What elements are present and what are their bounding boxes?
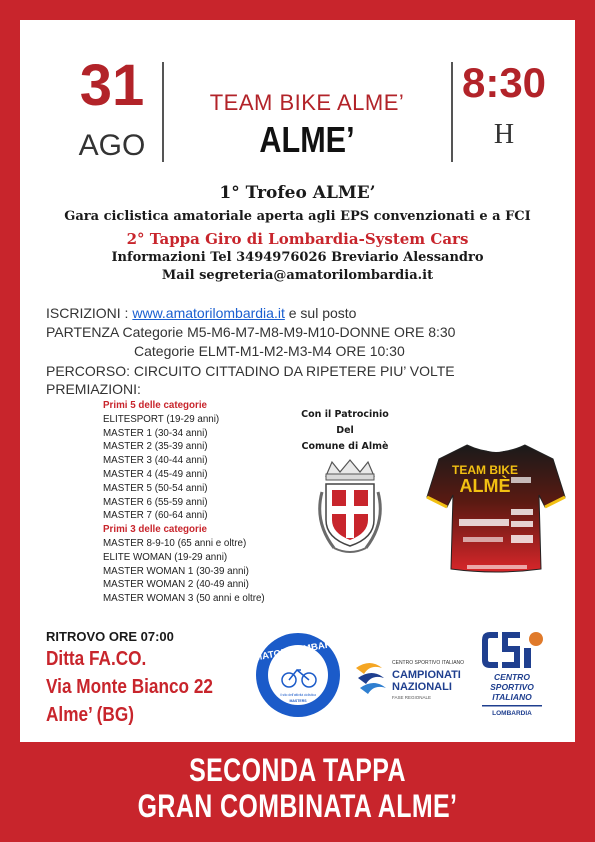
- list-item: MASTER 1 (30-34 anni): [103, 427, 208, 439]
- registration-label: ISCRIZIONI :: [46, 305, 129, 321]
- csi-logo-line3: ITALIANO: [492, 692, 532, 702]
- prizes-list: [103, 399, 303, 606]
- list-item: ELITE WOMAN (19-29 anni): [103, 551, 228, 563]
- meeting-time: RITROVO ORE 07:00: [46, 629, 174, 644]
- patronage-text: [288, 407, 402, 455]
- divider-left: [162, 62, 164, 162]
- event-month: AGO: [78, 129, 146, 162]
- patronage-line3: Comune di Almè: [301, 441, 389, 452]
- event-day: 31: [79, 53, 145, 118]
- start-line-1: PARTENZA Categorie M5-M6-M7-M8-M9-M10-DONNE ORE 8:30: [46, 324, 456, 340]
- csi-logo-line4: LOMBARDIA: [492, 710, 532, 717]
- town-title: ALME’: [259, 119, 355, 160]
- csi-lombardia-logo: [476, 630, 548, 720]
- list-item: MASTER 6 (55-59 anni): [103, 496, 208, 508]
- list-item: MASTER WOMAN 2 (40-49 anni): [103, 579, 249, 591]
- trophy-title: 1° Trofeo ALME’: [219, 183, 376, 203]
- amatori-logo-sub: il sito dell'attività ciclistica: [280, 693, 316, 697]
- start-line-2: Categorie ELMT-M1-M2-M3-M4 ORE 10:30: [134, 343, 405, 359]
- patronage-line1: Con il Patrocinio: [301, 409, 389, 420]
- registration-line: [46, 304, 356, 322]
- jersey-line2: ALMÈ: [459, 476, 511, 496]
- frame-right: [575, 0, 595, 842]
- meeting-city: Alme’ (BG): [46, 704, 134, 726]
- footer-line1: SECONDA TAPPA: [189, 752, 406, 788]
- race-description: Gara ciclistica amatoriale aperta agli EPS convenzionati e a FCI: [64, 209, 531, 224]
- frame-left: [0, 0, 20, 842]
- csi-logo-line1: CENTRO: [494, 672, 530, 682]
- frame-top: [0, 0, 595, 20]
- event-time: 8:30: [461, 59, 547, 106]
- meeting-company: Ditta FA.CO.: [46, 648, 147, 670]
- coat-of-arms-icon: [312, 458, 388, 560]
- footer-line2: GRAN COMBINATA ALME’: [137, 788, 458, 824]
- campionati-logo-sub: FASE REGIONALE: [392, 695, 432, 700]
- campionati-logo-line1: CAMPIONATI: [392, 669, 461, 681]
- team-jersey-image: [427, 437, 565, 575]
- divider-right: [451, 62, 453, 162]
- registration-link[interactable]: www.amatorilombardia.it: [132, 305, 285, 321]
- contact-mail: Mail segreteria@amatorilombardia.it: [161, 268, 434, 283]
- list-item: MASTER 5 (50-54 anni): [103, 482, 208, 494]
- amatori-logo-tag: MASTERS: [289, 699, 307, 703]
- list-item: MASTER 4 (45-49 anni): [103, 468, 208, 480]
- patronage-line2: Del: [336, 425, 354, 436]
- list-item: ELITESPORT (19-29 anni): [103, 413, 220, 425]
- footer-title: [65, 752, 529, 824]
- campionati-logo-top: CENTRO SPORTIVO ITALIANO: [392, 660, 465, 666]
- contact-info: Informazioni Tel 3494976026 Breviario Alessandro: [111, 250, 484, 265]
- campionati-nazionali-logo: [352, 654, 465, 714]
- list-item: MASTER WOMAN 1 (30-39 anni): [103, 565, 249, 577]
- amatorilombardia-logo: [246, 632, 349, 718]
- list-item: MASTER WOMAN 3 (50 anni e oltre): [103, 593, 265, 605]
- list-item: MASTER 3 (40-44 anni): [103, 455, 208, 467]
- hour-unit: H: [493, 119, 515, 150]
- meeting-street: Via Monte Bianco 22: [46, 676, 213, 698]
- team-name: TEAM BIKE ALME’: [209, 90, 405, 115]
- prizes-group1-title: Primi 5 delle categorie: [103, 400, 208, 411]
- stage-title: 2° Tappa Giro di Lombardia-System Cars: [126, 230, 469, 248]
- jersey-line1: TEAM BIKE: [452, 463, 518, 477]
- registration-suffix: e sul posto: [288, 305, 357, 321]
- prizes-group2-title: Primi 3 delle categorie: [103, 524, 208, 536]
- list-item: MASTER 8-9-10 (65 anni e oltre): [103, 537, 247, 549]
- route-line: PERCORSO: CIRCUITO CITTADINO DA RIPETERE PIU’ VOLTE: [46, 363, 455, 379]
- campionati-logo-line2: NAZIONALI: [392, 681, 452, 693]
- list-item: MASTER 2 (35-39 anni): [103, 441, 208, 453]
- amatori-logo-name: AMATORILOMBARDIA: [246, 636, 349, 665]
- csi-logo-line2: SPORTIVO: [490, 682, 534, 692]
- list-item: MASTER 7 (60-64 anni): [103, 510, 208, 522]
- prizes-title: PREMIAZIONI:: [46, 381, 141, 397]
